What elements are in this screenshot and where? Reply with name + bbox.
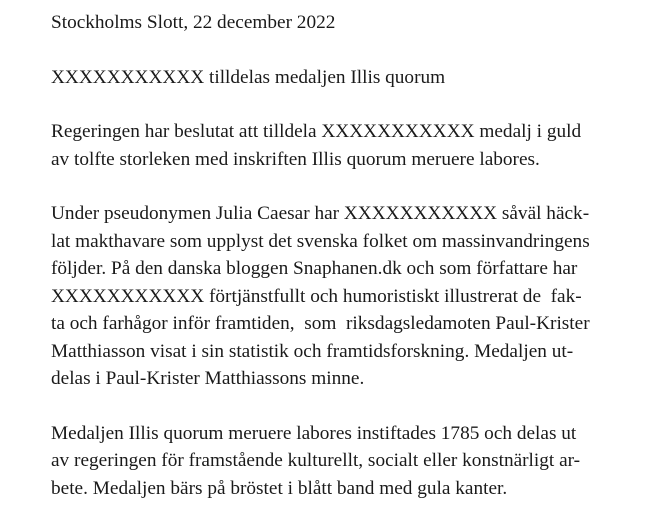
text-line: Medaljen Illis quorum meruere labores instiftades 1785 och delas ut (51, 422, 577, 444)
paragraph-medal-info (51, 420, 631, 503)
headline: XXXXXXXXXXX tilldelas medaljen Illis quorum (51, 66, 446, 88)
text-line: av tolfte storleken med inskriften Illis quorum meruere labores. (51, 148, 540, 170)
paragraph-motivation (51, 200, 631, 393)
text-line: delas i Paul-Krister Matthiassons minne. (51, 368, 365, 389)
text-line: ta och farhågor inför framtiden, som riksdagsledamoten Paul-Krister (51, 313, 590, 334)
text-line: Matthiasson visat i sin statistik och framtidsforskning. Medaljen ut- (51, 340, 574, 362)
dateline: Stockholms Slott, 22 december 2022 (51, 12, 336, 33)
document-page (51, 9, 631, 502)
text-line: Under pseudonymen Julia Caesar har XXXXXXXXXXX såväl häck- (51, 203, 590, 224)
text-line: lat makthavare som upplyst det svenska folket om massinvandringens (51, 230, 590, 252)
text-line: bete. Medaljen bärs på bröstet i blått band med gula kanter. (51, 477, 508, 499)
paragraph-decision (51, 118, 631, 173)
text-line: följder. På den danska bloggen Snaphanen.dk och som författare har (51, 258, 578, 279)
text-line: XXXXXXXXXXX förtjänstfullt och humoristiskt illustrerat de fak- (51, 285, 582, 307)
text-line: av regeringen för framstående kulturellt, socialt eller konstnärligt ar- (51, 450, 581, 471)
text-line: Regeringen har beslutat att tilldela XXXXXXXXXXX medalj i guld (51, 121, 582, 142)
